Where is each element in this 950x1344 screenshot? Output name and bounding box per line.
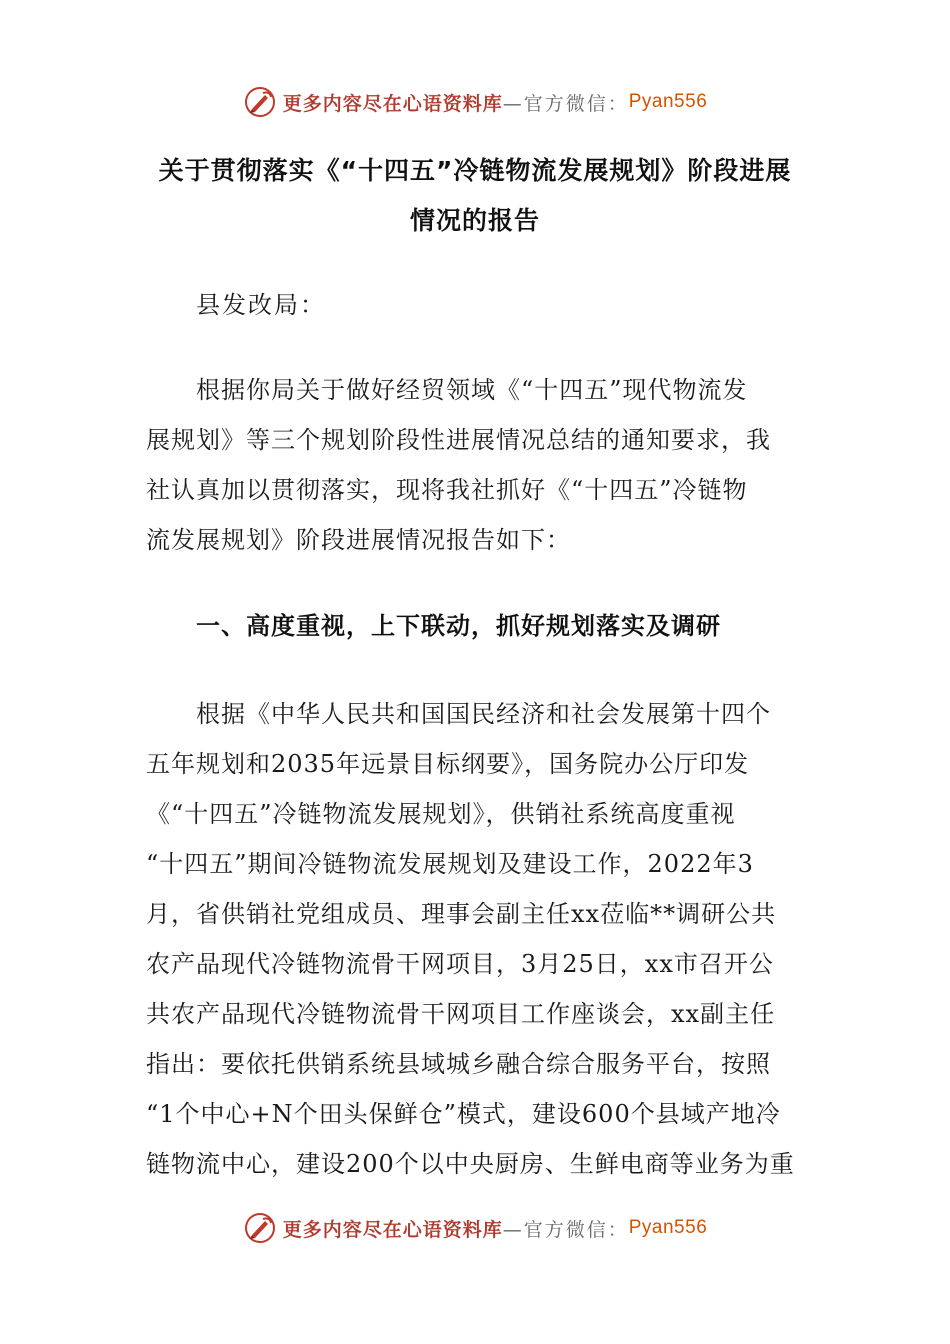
paragraph-line: 共农产品现代冷链物流骨干网项目工作座谈会，xx副主任 xyxy=(146,1000,776,1028)
watermark-wechat-id: Pyan556 xyxy=(628,1217,708,1238)
watermark-suffix: —官方微信： xyxy=(502,92,629,115)
paragraph-line: 社认真加以贯彻落实，现将我社抓好《“十四五”冷链物 xyxy=(146,476,748,504)
footer-watermark xyxy=(0,1208,950,1248)
paragraph-line: 指出：要依托供销系统县域城乡融合综合服务平台，按照 xyxy=(146,1050,771,1078)
header-watermark xyxy=(0,82,950,122)
salutation: 县发改局： xyxy=(196,291,326,319)
paragraph-line: 根据《中华人民共和国国民经济和社会发展第十四个 xyxy=(196,700,771,728)
paragraph-line: “1个中心+N个田头保鲜仓”模式，建设600个县域产地冷 xyxy=(146,1100,781,1128)
document-title-continued: 情况的报告 xyxy=(409,206,540,235)
paragraph-line: 《“十四五”冷链物流发展规划》，供销社系统高度重视 xyxy=(146,800,736,828)
paragraph-line: 农产品现代冷链物流骨干网项目，3月25日，xx市召开公 xyxy=(146,950,774,978)
paragraph-line: 根据你局关于做好经贸领域《“十四五”现代物流发 xyxy=(196,376,748,404)
paragraph-section1 xyxy=(146,689,806,1189)
watermark-text: 更多内容尽在心语资料库 xyxy=(282,92,503,115)
paragraph-line: 流发展规划》阶段进展情况报告如下： xyxy=(146,526,571,554)
document-title: 关于贯彻落实《“十四五”冷链物流发展规划》阶段进展 xyxy=(158,156,792,185)
section-heading: 一、高度重视，上下联动，抓好规划落实及调研 xyxy=(196,612,721,640)
paragraph-line: “十四五”期间冷链物流发展规划及建设工作，2022年3 xyxy=(146,850,754,878)
watermark-text: 更多内容尽在心语资料库 xyxy=(282,1218,503,1241)
watermark-wechat-id: Pyan556 xyxy=(628,91,708,112)
paragraph-line: 月，省供销社党组成员、理事会副主任xx莅临**调研公共 xyxy=(146,900,777,928)
paragraph-line: 五年规划和2035年远景目标纲要》，国务院办公厅印发 xyxy=(146,750,750,778)
pen-logo-icon xyxy=(243,1211,277,1245)
pen-logo-icon xyxy=(243,85,277,119)
paragraph-line: 展规划》等三个规划阶段性进展情况总结的通知要求，我 xyxy=(146,426,771,454)
paragraph-intro xyxy=(146,365,806,565)
paragraph-line: 链物流中心，建设200个以中央厨房、生鲜电商等业务为重 xyxy=(146,1150,795,1178)
watermark-suffix: —官方微信： xyxy=(502,1218,629,1241)
